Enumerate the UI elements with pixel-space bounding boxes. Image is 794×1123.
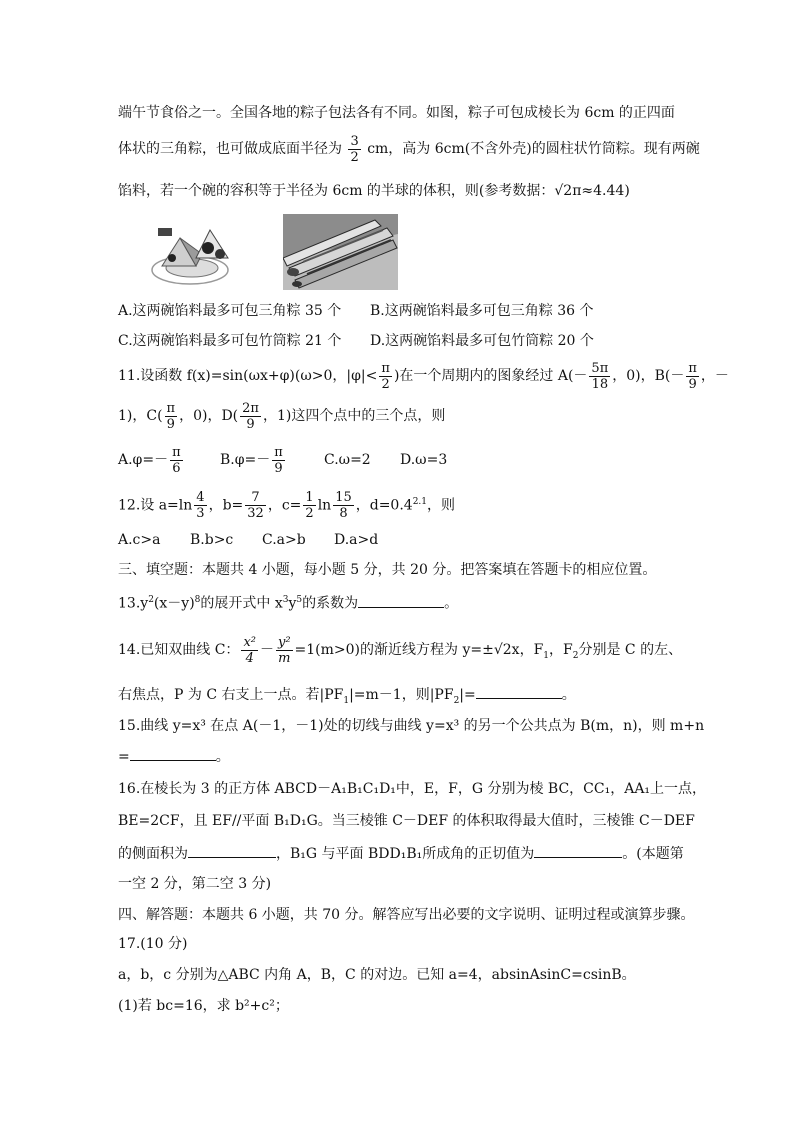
fraction: [272, 445, 285, 476]
q16-line3: [118, 843, 684, 864]
q11-option-b: [220, 442, 287, 478]
q12-text-d: ，d=0.4: [355, 497, 413, 514]
frac-num: π: [172, 444, 181, 460]
q13-text-b: (x－y): [153, 595, 195, 612]
frac-den: 2: [381, 376, 390, 392]
q13-end: 。: [444, 595, 459, 612]
q12-line: [118, 484, 455, 524]
fraction: [245, 490, 266, 521]
frac-den: 3: [196, 506, 205, 522]
frac-den: 2: [305, 506, 314, 522]
q13-text-c: 的展开式中 x: [200, 595, 283, 612]
fraction: [276, 635, 293, 666]
sup: 8: [194, 595, 201, 605]
answer-blank: [476, 684, 562, 699]
q14-text-d: ，F: [549, 642, 573, 658]
q17-line1: a，b，c 分别为△ABC 内角 A，B，C 的对边。已知 a=4，absinAsinC=csinB。: [118, 967, 636, 983]
bamboo-zongzi-photo: [283, 214, 398, 290]
q12-option-d: D.a>d: [334, 532, 379, 548]
q10-line2-text-b: cm，高为 6cm(不含外壳)的圆柱状竹筒粽。现有两碗: [367, 141, 700, 157]
q17-title: 17.(10 分): [118, 936, 188, 952]
frac-den: 4: [245, 650, 254, 666]
q14-line2: [118, 684, 576, 711]
q12-option-b: B.b>c: [190, 532, 234, 548]
frac-den: 2: [350, 149, 359, 165]
fraction: [241, 635, 258, 666]
q14-text-e: 分别是 C 的左、: [578, 642, 683, 658]
q13-text-d: y: [288, 595, 297, 612]
q11-l2-text-c: ，1)这四个点中的三个点，则: [262, 408, 446, 424]
frac-den: 9: [274, 460, 283, 476]
q17-line2: (1)若 bc=16，求 b²+c²；: [118, 998, 289, 1014]
frac-num: π: [688, 360, 697, 376]
q16-line4: 一空 2 分，第二空 3 分): [118, 876, 272, 892]
sqrt-two: √2: [554, 183, 573, 199]
frac-den: 9: [688, 376, 697, 392]
opt-text: B.φ=－: [220, 452, 271, 468]
q10-line3-text-a: 馅料，若一个碗的容积等于半径为 6cm 的半球的体积，则(参考数据：: [118, 183, 555, 199]
q10-line3-text-b: π≈4.44): [572, 183, 630, 199]
fraction: [333, 490, 354, 521]
q11-text-d: ，－: [700, 368, 729, 384]
sup: 5: [296, 595, 303, 605]
q12-text-e: ，则: [427, 497, 456, 514]
q11-option-c: C.ω=2: [324, 452, 371, 468]
frac-num: π: [381, 360, 390, 376]
fraction: [240, 401, 261, 432]
q11-line1: [118, 358, 729, 394]
fraction: [303, 490, 315, 521]
answer-blank: [358, 593, 444, 608]
q13-text-e: 的系数为: [302, 595, 359, 612]
q14-l2-text-b: |=m－1，则|PF: [349, 687, 454, 703]
q12-option-a: A.c>a: [118, 532, 161, 548]
fraction: [379, 361, 392, 392]
frac-num: 3: [350, 133, 359, 149]
q10-line1: 端午节食俗之一。全国各地的粽子包法各有不同。如图，粽子可包成棱长为 6cm 的正四面: [118, 105, 675, 121]
q10-line2-text-a: 体状的三角粽，也可做成底面半径为: [118, 141, 342, 157]
frac-num: π: [166, 400, 176, 416]
minus-sign: －: [259, 642, 274, 658]
sub: 2: [572, 650, 579, 661]
q16-text-b: ，B₁G 与平面 BDD₁B₁所成角的正切值为: [276, 846, 535, 862]
sub: 1: [343, 695, 350, 706]
answer-blank: [130, 746, 216, 761]
q11-text-c: ，0)，B(－: [612, 368, 685, 384]
fraction: [589, 361, 610, 392]
frac-den: 18: [591, 376, 609, 392]
q16-text-c: 。(本题第: [622, 846, 684, 862]
frac-den: 8: [339, 506, 348, 522]
sup: 3: [282, 595, 289, 605]
q16-line1: 16.在棱长为 3 的正方体 ABCD－A₁B₁C₁D₁中，E，F，G 分别为棱 BC，CC₁，AA₁上一点，: [118, 781, 707, 797]
q16-line2: BE=2CF，且 EF//平面 B₁D₁G。当三棱锥 C－DEF 的体积取得最大值时，三棱锥 C－DEF: [118, 813, 695, 829]
frac-den: 32: [247, 506, 264, 522]
section-4-heading: 四、解答题：本题共 6 小题，共 70 分。解答应写出必要的文字说明、证明过程或演算步骤。: [118, 907, 695, 923]
q10-option-c: C.这两碗馅料最多可包竹筒粽 21 个: [118, 333, 342, 349]
frac-num: x²: [243, 634, 256, 650]
q14-text-b: =1(m>0)的渐近线方程为 y=±: [294, 642, 494, 658]
q15-line1: 15.曲线 y=x³ 在点 A(－1，－1)处的切线与曲线 y=x³ 的另一个公共点为 B(m，n)，则 m+n: [118, 718, 705, 734]
q14-l2-text-a: 右焦点，P 为 C 右支上一点。若|PF: [118, 687, 344, 703]
answer-blank: [534, 843, 622, 858]
q10-option-a: A.这两碗馅料最多可包三角粽 35 个: [118, 303, 342, 319]
frac-den: 9: [166, 416, 175, 432]
frac-num: 5π: [591, 360, 609, 376]
q14-end: 。: [561, 687, 576, 703]
q11-text-b: )在一个周期内的图象经过 A(－: [393, 368, 588, 384]
fraction: [170, 445, 183, 476]
q12-exponent: 2.1: [412, 497, 428, 507]
q12-text-c: ，c=: [267, 497, 302, 514]
q11-option-a: [118, 442, 185, 478]
frac-den: 6: [172, 460, 181, 476]
q12-option-c: C.a>b: [262, 532, 306, 548]
sub: 1: [543, 650, 550, 661]
frac-num: 4: [196, 490, 205, 506]
q13-line: [118, 590, 458, 614]
q11-text-a: 11.设函数 f(x)=sin(ωx+φ)(ω>0，|φ|<: [118, 368, 378, 384]
q10-line3: [118, 181, 630, 201]
q16-text-a: 的侧面积为: [118, 846, 188, 862]
frac-num: π: [274, 444, 283, 460]
sub: 2: [453, 695, 460, 706]
fraction: [686, 361, 699, 392]
q14-l2-text-c: |=: [459, 687, 476, 703]
frac-num: y²: [277, 634, 291, 650]
q15-text-a: =: [118, 749, 130, 765]
answer-blank: [188, 843, 276, 858]
q11-l2-text-b: ，0)，D(: [179, 408, 239, 424]
fraction: [165, 401, 178, 432]
q13-text-a: 13.y: [118, 595, 149, 612]
q11-l2-text-a: 1)，C(: [118, 408, 163, 424]
q11-line2: [118, 398, 445, 434]
q12-text-a: 12.设 a=ln: [118, 497, 193, 514]
frac-num: 15: [335, 490, 352, 506]
q11-option-d: D.ω=3: [400, 452, 448, 468]
q14-text-c: x，F: [511, 642, 544, 658]
q15-end: 。: [215, 749, 230, 765]
fraction-three-halves: [348, 134, 360, 165]
q12-text-b: ，b=: [208, 497, 244, 514]
q15-line2: [118, 746, 230, 767]
q10-option-d: D.这两碗馅料最多可包竹筒粽 20 个: [370, 333, 594, 349]
opt-text: A.φ=－: [118, 452, 169, 468]
q10-line2: [118, 131, 700, 167]
frac-num: 1: [305, 490, 314, 506]
triangle-zongzi-photo: [150, 220, 240, 288]
q14-text-a: 14.已知双曲线 C：: [118, 642, 240, 658]
frac-den: m: [278, 650, 291, 666]
sup: 2: [148, 595, 154, 605]
fraction: [194, 490, 206, 521]
frac-num: 7: [245, 490, 266, 506]
sqrt-two: √2: [493, 642, 512, 658]
frac-num: 2π: [242, 400, 259, 416]
q12-text-ln: ln: [317, 497, 332, 514]
section-3-heading: 三、填空题：本题共 4 小题，每小题 5 分，共 20 分。把答案填在答题卡的相应位置。: [118, 562, 657, 578]
q10-option-b: B.这两碗馅料最多可包三角粽 36 个: [370, 303, 594, 319]
q14-line1: [118, 630, 682, 676]
frac-den: 9: [246, 416, 255, 432]
